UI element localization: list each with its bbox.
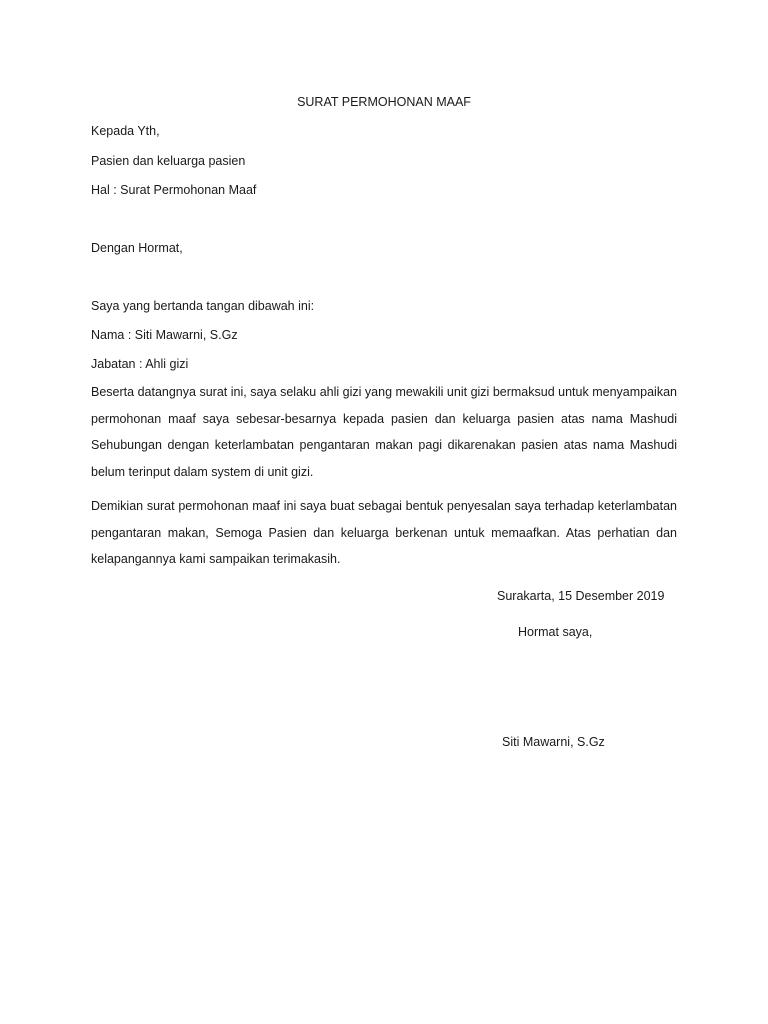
signatory-name: Siti Mawarni, S.Gz xyxy=(502,735,605,749)
subject-line: Hal : Surat Permohonan Maaf xyxy=(91,183,257,197)
name-line: Nama : Siti Mawarni, S.Gz xyxy=(91,328,238,342)
position-line: Jabatan : Ahli gizi xyxy=(91,357,189,371)
recipient-line-1: Kepada Yth, xyxy=(91,124,160,138)
paragraph-2: Demikian surat permohonan maaf ini saya buat sebagai bentuk penyesalan saya terhadap keterlambatan pengantaran makan, Semoga Pasien dan keluarga berkenan untuk memaafkan. Atas perhatian dan kelapangannya kami sampaikan terimakasih. xyxy=(91,499,677,566)
closing: Hormat saya, xyxy=(518,625,593,639)
letter-title: SURAT PERMOHONAN MAAF xyxy=(297,95,471,109)
recipient-line-2: Pasien dan keluarga pasien xyxy=(91,154,246,168)
place-date: Surakarta, 15 Desember 2019 xyxy=(497,589,665,603)
greeting: Dengan Hormat, xyxy=(91,241,183,255)
paragraph-1: Beserta datangnya surat ini, saya selaku ahli gizi yang mewakili unit gizi bermaksud untuk menyampaikan permohonan maaf saya sebesar-besarnya kepada pasien dan keluarga pasien atas nama Mashudi Sehubungan dengan keterlambatan pengantaran makan pagi dikarenakan pasien atas nama Mashudi belum terinput dalam system di unit gizi. xyxy=(91,385,677,479)
intro-line: Saya yang bertanda tangan dibawah ini: xyxy=(91,299,315,313)
